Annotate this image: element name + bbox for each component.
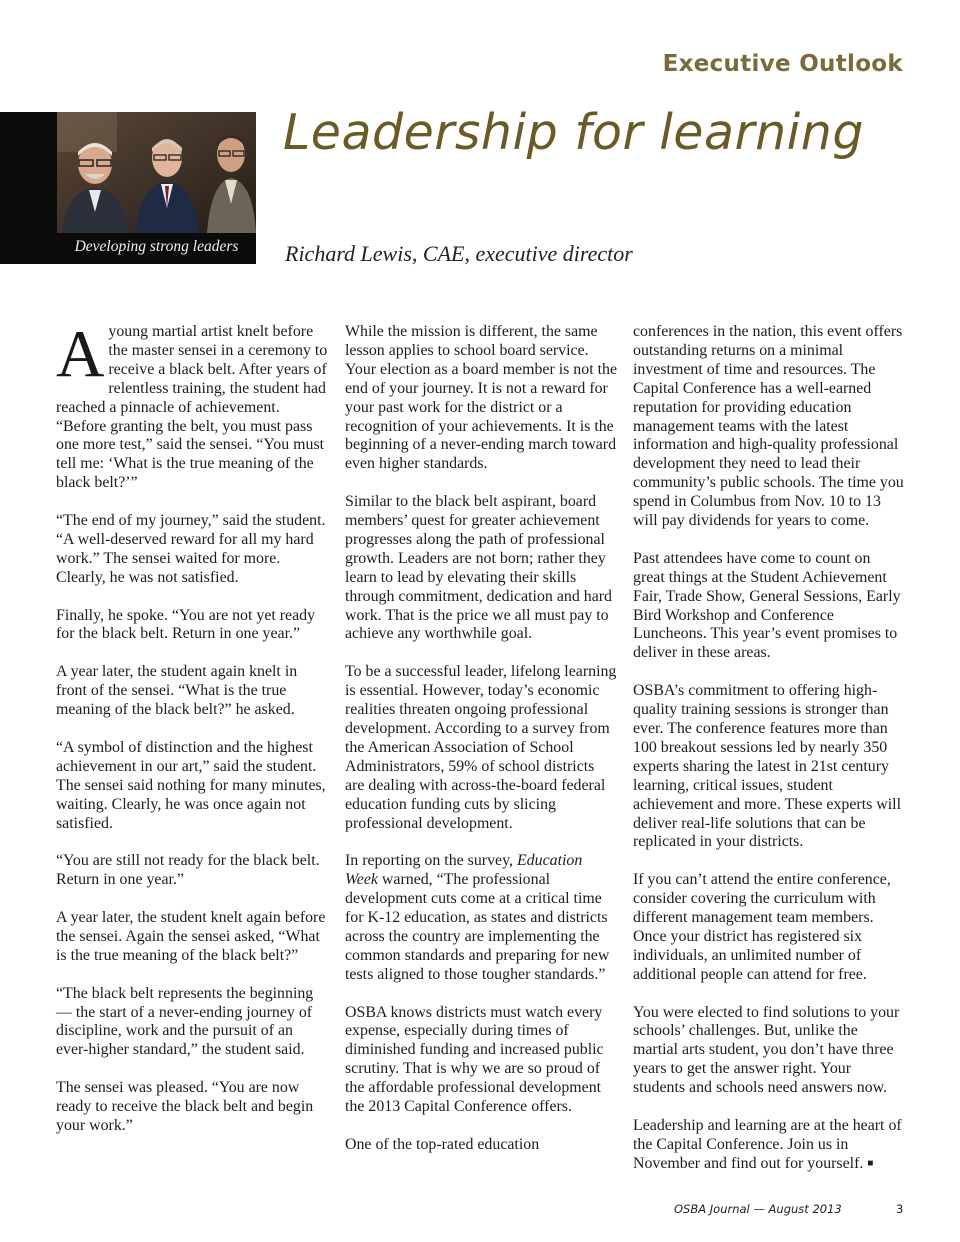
article-paragraph: To be a successful leader, lifelong learning is essential. However, today’s economic realities threaten ongoing professional development. According to a survey from the American Association of School Administrators, 59% of school districts are dealing with across-the-board federal education funding cuts by slicing professional development. [345, 663, 617, 832]
photo-illustration [57, 112, 256, 233]
paragraph-text: warned, “The professional development cuts come at a critical time for K-12 education, as states and districts across the country are implementing the common standards and preparing for new tests aligned to those tougher standards.” [345, 871, 610, 983]
section-label: Executive Outlook [662, 51, 903, 77]
article-paragraph: You were elected to find solutions to your schools’ challenges. But, unlike the martial arts student, you don’t have three years to get the answer right. Your students and schools need answers now. [633, 1003, 900, 1097]
article-column-3 [633, 323, 905, 1174]
end-mark-icon: ■ [867, 1157, 874, 1169]
article-paragraph: A year later, the student knelt again before the sensei. Again the sensei asked, “What is the true meaning of the black belt?” [56, 909, 326, 964]
article-paragraph: “The black belt represents the beginning — the start of a never-ending journey of discipline, work and the pursuit of an ever-higher standard,” the student said. [56, 984, 314, 1059]
publication-name: Education Week [345, 852, 583, 889]
article-paragraph: While the mission is different, the same lesson applies to school board service. Your election as a board member is not the end of your journey. It is not a reward for your past work for the district or a recognition of your achievements. It is the beginning of a never-ending march toward even higher standards. [345, 323, 617, 473]
article-byline: Richard Lewis, CAE, executive director [285, 241, 633, 266]
paragraph-text: young martial artist knelt before the master sensei in a ceremony to receive a black belt. After years of relentless training, the student had reached a pinnacle of achievement. “Before granting the belt, you must pass one more test,” said the sensei. “You must tell me: ‘What is the true meaning of the black belt?’” [56, 323, 328, 492]
article-column-2 [345, 323, 617, 1155]
article-column-1 [56, 317, 328, 1136]
board-members-photo [57, 112, 256, 233]
article-paragraph: OSBA knows districts must watch every expense, especially during times of diminished funding and increased public scrutiny. That is why we are so proud of the affordable professional development the 2013 Capital Conference offers. [345, 1003, 604, 1116]
article-paragraph: OSBA’s commitment to offering high-quality training sessions is stronger than ever. The conference features more than 100 breakout sessions led by nearly 350 experts sharing the latest in 21st century learning, critical issues, student achievement and more. These experts will deliver real-life solutions that can be replicated in your districts. [633, 682, 901, 851]
article-paragraph: Finally, he spoke. “You are not yet ready for the black belt. Return in one year.” [56, 606, 316, 643]
article-paragraph: One of the top-rated education [345, 1135, 540, 1153]
page-number: 3 [896, 1202, 904, 1216]
footer-journal-title: OSBA Journal — August 2013 [674, 1202, 842, 1216]
article-paragraph [345, 852, 617, 984]
photo-block [0, 112, 256, 264]
drop-cap: A [56, 317, 105, 391]
article-paragraph [633, 1117, 905, 1174]
article-paragraph: A year later, the student again knelt in front of the sensei. “What is the true meaning of the black belt?” he asked. [56, 663, 298, 719]
paragraph-text: Leadership and learning are at the heart of the Capital Conference. Join us in November and find out for yourself. [633, 1116, 902, 1172]
article-paragraph [56, 317, 328, 493]
article-paragraph: conferences in the nation, this event offers outstanding returns on a minimal investment of time and resources. The Capital Conference has a well-earned reputation for providing education management teams with the latest information and high-quality professional development they need to lead their community’s public schools. The time you spend in Columbus from Nov. 10 to 13 will pay dividends for years to come. [633, 323, 904, 530]
article-paragraph: “The end of my journey,” said the student. “A well-deserved reward for all my hard work.” The sensei waited for more. Clearly, he was not satisfied. [56, 512, 326, 586]
paragraph-text: In reporting on the survey, [345, 852, 513, 870]
article-paragraph: Similar to the black belt aspirant, board members’ quest for greater achievement progresses along the path of professional growth. Leaders are not born; rather they learn to lead by elevating their skills through commitment, dedication and hard work. That is the price we all must pay to achieve any worthwhile goal. [345, 493, 612, 643]
article-paragraph: Past attendees have come to count on great things at the Student Achievement Fair, Trade Show, General Sessions, Early Bird Workshop and Conference Luncheons. This year’s event promises to deliver in these areas. [633, 549, 901, 662]
article-title: Leadership for learning [283, 104, 864, 161]
article-paragraph: If you can’t attend the entire conference, consider covering the curriculum with different management team members. Once your district has registered six individuals, an unlimited number of additional people can attend for free. [633, 871, 891, 983]
article-paragraph: The sensei was pleased. “You are now ready to receive the black belt and begin your work.” [56, 1079, 314, 1134]
article-paragraph: “You are still not ready for the black belt. Return in one year.” [56, 852, 320, 889]
article-paragraph: “A symbol of distinction and the highest achievement in our art,” said the student. The sensei said nothing for many minutes, waiting. Clearly, he was once again not satisfied. [56, 738, 326, 832]
photo-caption: Developing strong leaders [74, 238, 239, 255]
